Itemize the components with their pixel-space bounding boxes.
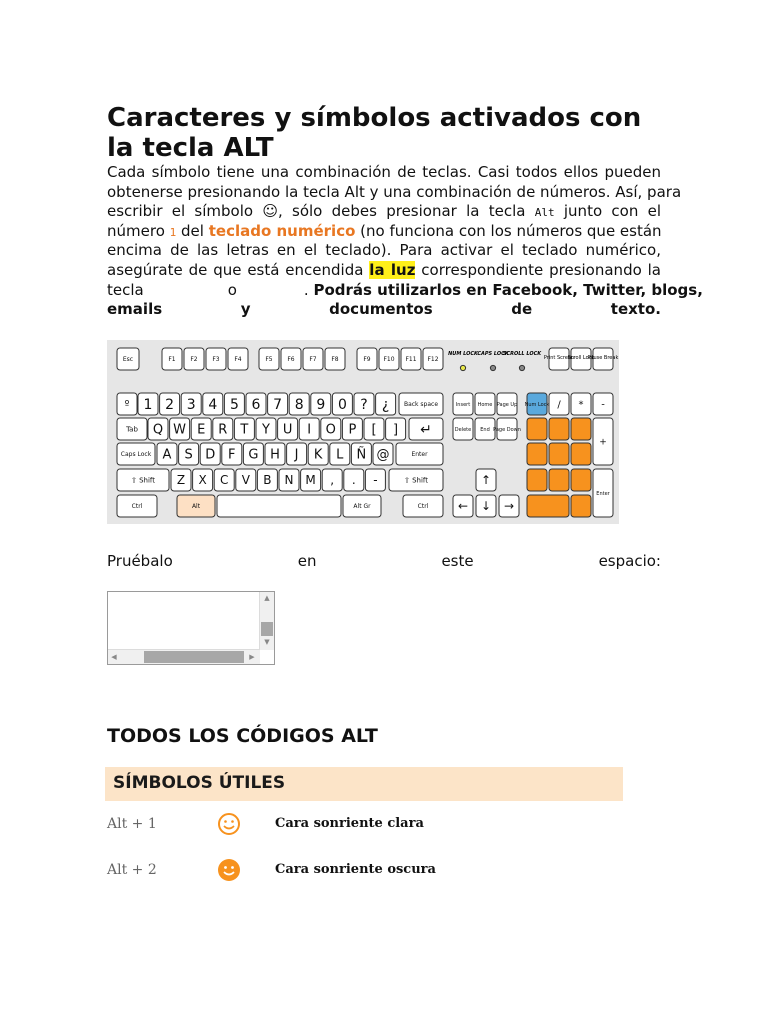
svg-text:W: W (173, 422, 187, 438)
keyboard-key (386, 418, 406, 440)
keyboard-key (171, 469, 191, 491)
svg-text:E: E (197, 422, 206, 438)
svg-text:]: ] (393, 422, 399, 438)
section-title: TODOS LOS CÓDIGOS ALT (107, 725, 378, 747)
intro-text: . (303, 280, 314, 299)
intro-text: del (176, 221, 209, 240)
svg-text:Alt Gr: Alt Gr (353, 503, 371, 511)
key-space (217, 495, 341, 517)
svg-text:↵: ↵ (420, 421, 432, 438)
vertical-scrollbar[interactable] (259, 592, 274, 650)
svg-text:Tab: Tab (126, 425, 138, 434)
keyboard-key (278, 418, 298, 440)
key-nav (497, 393, 518, 415)
svg-text:Page Up: Page Up (496, 401, 518, 408)
key-esc (117, 348, 139, 370)
svg-text:R: R (218, 422, 228, 438)
svg-text:.: . (351, 473, 356, 488)
system-key-label: Pause Break (587, 355, 619, 361)
key-f (281, 348, 301, 370)
try-it-word: este (441, 552, 474, 570)
scroll-up-icon[interactable]: ▲ (264, 594, 270, 602)
key-numpad-plus (593, 418, 613, 465)
key-f (423, 348, 443, 370)
keyboard-key (257, 469, 277, 491)
svg-text:Ctrl: Ctrl (131, 503, 143, 511)
intro-text: asegúrate de que está encendida (107, 260, 370, 279)
intro-bold-text: documentos (329, 300, 433, 319)
keyboard-key (330, 443, 350, 465)
svg-text:N: N (284, 473, 294, 488)
system-key-label: Scroll Lock (567, 355, 595, 361)
svg-text:@: @ (376, 447, 390, 463)
svg-text:6: 6 (251, 396, 261, 413)
svg-text:P: P (348, 422, 357, 438)
keyboard-key (138, 393, 158, 415)
horizontal-scroll-thumb[interactable] (144, 651, 244, 663)
section-band (105, 767, 623, 801)
svg-text:M: M (305, 473, 316, 488)
intro-line (107, 222, 661, 242)
keyboard-key (364, 418, 384, 440)
horizontal-scrollbar[interactable] (108, 649, 260, 664)
intro-text: obtenerse presionando la tecla Alt y una combinación de números. Así, para (107, 182, 682, 201)
keyboard-key (289, 393, 309, 415)
keyboard-key (236, 469, 256, 491)
keyboard-key (342, 418, 362, 440)
key-backspace (399, 393, 443, 415)
svg-text:A: A (162, 447, 172, 463)
svg-text:F10: F10 (383, 356, 395, 364)
keyboard-key (157, 443, 177, 465)
keyboard-key (265, 443, 285, 465)
key-numpad-digit (549, 469, 569, 491)
intro-text: junto con el (554, 202, 661, 221)
svg-text:?: ? (360, 396, 368, 413)
svg-text:U: U (282, 422, 293, 438)
svg-text:⇧ Shift: ⇧ Shift (403, 476, 429, 485)
svg-text:End: End (480, 426, 490, 433)
intro-line (107, 202, 661, 222)
keyboard-key (243, 443, 263, 465)
svg-text:F3: F3 (212, 356, 220, 364)
scroll-down-icon[interactable]: ▼ (264, 638, 270, 646)
key-nav (453, 393, 473, 415)
keyboard-key (365, 469, 385, 491)
keyboard-key (224, 393, 244, 415)
intro-bold-text: y (240, 300, 251, 319)
keyboard-key (256, 418, 276, 440)
try-it-word: en (297, 552, 317, 570)
key-f (357, 348, 377, 370)
svg-text:Num Lock: Num Lock (524, 401, 550, 408)
keyboard-key (376, 393, 396, 415)
svg-text:3: 3 (186, 396, 196, 413)
keyboard-key (268, 393, 288, 415)
svg-text:S: S (184, 447, 193, 463)
key-arrow-down (476, 495, 496, 517)
keyboard-key (354, 393, 374, 415)
intro-line (107, 261, 661, 281)
key-numpad-zero (527, 495, 569, 517)
key-alt-gr (343, 495, 381, 517)
svg-text:F11: F11 (405, 356, 417, 364)
keyboard-key (160, 393, 180, 415)
svg-text:Esc: Esc (122, 356, 134, 364)
svg-text:F8: F8 (331, 356, 339, 364)
key-f (303, 348, 323, 370)
svg-text:8: 8 (294, 396, 304, 413)
intro-paragraph (107, 163, 703, 320)
keyboard-key (170, 418, 190, 440)
svg-text:I: I (307, 422, 312, 438)
keyboard-key (246, 393, 266, 415)
lock-light-label: SCROLL LOCK (502, 351, 542, 357)
alt-code: Alt + 2 (107, 862, 157, 878)
svg-text:F7: F7 (309, 356, 317, 364)
keyboard-key (191, 418, 211, 440)
keyboard-key (308, 443, 328, 465)
svg-text:+: + (599, 437, 607, 448)
svg-text:Back space: Back space (403, 401, 439, 409)
key-f (228, 348, 248, 370)
lock-light-label: NUM LOCK (448, 351, 478, 357)
symbol-description: Cara sonriente clara (275, 816, 424, 831)
key-alt (177, 495, 215, 517)
key-numpad-op (571, 393, 591, 415)
key-numpad-digit (527, 418, 547, 440)
svg-text:Home: Home (477, 401, 493, 408)
intro-text: Cada símbolo tiene una combinación de teclas. Casi todos ellos pueden (107, 163, 661, 181)
keyboard-key (213, 418, 233, 440)
keyboard-key (179, 443, 199, 465)
key-f (162, 348, 182, 370)
try-it-textarea[interactable] (107, 591, 275, 665)
svg-text:F4: F4 (234, 356, 242, 364)
key-numpad-op (549, 393, 569, 415)
svg-text:F: F (228, 447, 236, 463)
svg-text:4: 4 (208, 396, 218, 413)
svg-text:C: C (220, 473, 229, 488)
svg-text:5: 5 (229, 396, 239, 413)
svg-text:G: G (248, 447, 259, 463)
keyboard-diagram (107, 340, 619, 524)
key-numpad-digit (571, 469, 591, 491)
svg-text:T: T (240, 422, 249, 438)
numeric-keypad-link[interactable]: teclado numérico (208, 221, 356, 240)
svg-text:0: 0 (337, 396, 347, 413)
scroll-right-icon[interactable]: ▶ (249, 653, 255, 661)
keyboard-key (200, 443, 220, 465)
keyboard-key (117, 393, 137, 415)
svg-text:L: L (336, 447, 344, 463)
smiley-filled-icon (217, 858, 241, 882)
keyboard-key (351, 443, 371, 465)
svg-text:¿: ¿ (381, 396, 390, 413)
try-it-word: Pruébalo (107, 552, 173, 570)
keyboard-key (222, 443, 242, 465)
intro-bold-text: texto. (610, 300, 661, 319)
svg-text:Z: Z (176, 473, 186, 488)
key-ctrl (403, 495, 443, 517)
intro-text: correspondiente presionando la (415, 260, 661, 279)
keyboard-key (279, 469, 299, 491)
svg-text:B: B (263, 473, 272, 488)
key-nav (475, 418, 495, 440)
key-f (206, 348, 226, 370)
key-shift (117, 469, 169, 491)
svg-text:Insert: Insert (455, 401, 471, 408)
symbol-row (107, 812, 627, 838)
svg-text:/: / (557, 399, 561, 411)
intro-text: encima de las letras en el teclado). Para activar el teclado numérico, (107, 241, 661, 260)
key-nav (453, 418, 473, 440)
svg-text:↑: ↑ (480, 473, 492, 488)
symbol-row (107, 858, 627, 884)
page-title: Caracteres y símbolos activados con la tecla ALT (107, 103, 642, 163)
svg-text:F2: F2 (190, 356, 198, 364)
keyboard-key (193, 469, 213, 491)
try-it-word: espacio: (598, 552, 661, 570)
intro-line (107, 182, 682, 203)
lock-light-indicator (519, 365, 524, 370)
intro-text: escribir el símbolo ☺, sólo debes presionar la tecla (107, 202, 535, 221)
svg-text:9: 9 (316, 396, 326, 413)
svg-text:Enter: Enter (596, 490, 610, 497)
key-f (184, 348, 204, 370)
key-numpad-enter (593, 469, 613, 517)
intro-line (107, 163, 661, 183)
svg-text:7: 7 (273, 396, 283, 413)
intro-line (107, 241, 661, 261)
key-f (325, 348, 345, 370)
intro-text: (no funciona con los números que están (355, 221, 662, 240)
key-shift (389, 469, 443, 491)
key-f (259, 348, 279, 370)
lock-light-indicator (490, 365, 495, 370)
lock-light-indicator (460, 365, 465, 370)
keyboard-key (203, 393, 223, 415)
svg-text:Y: Y (262, 422, 270, 438)
alt-code: Alt + 1 (107, 816, 157, 832)
intro-bold-text: emails (107, 300, 163, 319)
svg-text:*: * (578, 399, 584, 411)
key-caps-lock (117, 443, 155, 465)
key-nav (493, 418, 521, 440)
svg-text:J: J (294, 447, 299, 463)
key-numpad-digit (571, 443, 591, 465)
svg-text:F5: F5 (265, 356, 273, 364)
svg-text:Caps Lock: Caps Lock (120, 451, 152, 459)
intro-line (107, 280, 703, 301)
intro-text: tecla (107, 280, 144, 299)
svg-text:Ñ: Ñ (356, 447, 367, 463)
svg-text:Delete: Delete (454, 426, 472, 433)
key-arrow-left (453, 495, 473, 517)
keyboard-key (299, 418, 319, 440)
key-enter-top (409, 418, 443, 440)
highlight-la-luz: la luz (369, 260, 416, 279)
number-one-mention: 1 (169, 225, 177, 239)
svg-text:º: º (124, 399, 130, 411)
alt-key-mention: Alt (534, 206, 555, 220)
key-f (379, 348, 399, 370)
keyboard-key (148, 418, 168, 440)
svg-text:O: O (325, 422, 336, 438)
key-f (401, 348, 421, 370)
svg-text:F12: F12 (427, 356, 439, 364)
keyboard-key (332, 393, 352, 415)
svg-text:⇧ Shift: ⇧ Shift (130, 476, 156, 485)
intro-text: número (107, 221, 170, 240)
symbol-description: Cara sonriente oscura (275, 862, 436, 877)
keyboard-key (214, 469, 234, 491)
svg-text:V: V (241, 473, 250, 488)
key-num-lock (525, 393, 550, 415)
svg-text:Ctrl: Ctrl (417, 503, 429, 511)
svg-text:-: - (373, 473, 378, 488)
svg-text:[: [ (371, 422, 377, 438)
svg-text:F9: F9 (363, 356, 371, 364)
key-numpad-digit (549, 443, 569, 465)
key-numpad-digit (527, 443, 547, 465)
svg-text:Q: Q (152, 422, 164, 438)
key-numpad-decimal (571, 495, 591, 517)
keyboard-key (181, 393, 201, 415)
key-numpad-op (593, 393, 613, 415)
band-title: SÍMBOLOS ÚTILES (113, 773, 286, 793)
intro-bold-text: de (511, 300, 533, 319)
key-numpad-digit (549, 418, 569, 440)
keyboard-key (344, 469, 364, 491)
svg-text:↓: ↓ (480, 499, 492, 514)
svg-text:2: 2 (165, 396, 175, 413)
lock-light-label: CAPS LOCK (477, 351, 509, 357)
svg-text:F1: F1 (168, 356, 176, 364)
key-numpad-digit (527, 469, 547, 491)
key-arrow-right (499, 495, 519, 517)
svg-text:→: → (503, 499, 515, 514)
svg-text:,: , (330, 473, 335, 488)
svg-text:-: - (601, 399, 605, 411)
key-enter (396, 443, 443, 465)
keyboard-key (234, 418, 254, 440)
keyboard-key (373, 443, 393, 465)
svg-text:D: D (205, 447, 216, 463)
system-key-label: Print Screen (543, 355, 575, 361)
key-arrow-up (476, 469, 496, 491)
keyboard-key (321, 418, 341, 440)
svg-text:←: ← (457, 499, 469, 514)
svg-text:Page Down: Page Down (493, 426, 521, 433)
keyboard-key (301, 469, 321, 491)
keyboard-key (311, 393, 331, 415)
key-numpad-digit (571, 418, 591, 440)
smiley-outline-icon (217, 812, 241, 836)
intro-text: o (227, 280, 237, 299)
svg-text:H: H (270, 447, 280, 463)
try-it-line (107, 552, 661, 571)
keyboard-svg (107, 340, 619, 524)
key-ctrl (117, 495, 157, 517)
scroll-left-icon[interactable]: ◀ (111, 653, 117, 661)
svg-text:Enter: Enter (411, 451, 428, 459)
keyboard-key (322, 469, 342, 491)
key-tab (117, 418, 147, 440)
keyboard-key (287, 443, 307, 465)
svg-text:F6: F6 (287, 356, 295, 364)
intro-bold-text: Podrás utilizarlos en Facebook, Twitter, blogs, (313, 280, 703, 299)
svg-text:Alt: Alt (191, 503, 201, 511)
key-nav (475, 393, 495, 415)
svg-text:K: K (313, 447, 323, 463)
intro-line (107, 300, 661, 320)
svg-text:X: X (198, 473, 207, 488)
vertical-scroll-thumb[interactable] (261, 622, 273, 636)
svg-text:1: 1 (143, 396, 153, 413)
